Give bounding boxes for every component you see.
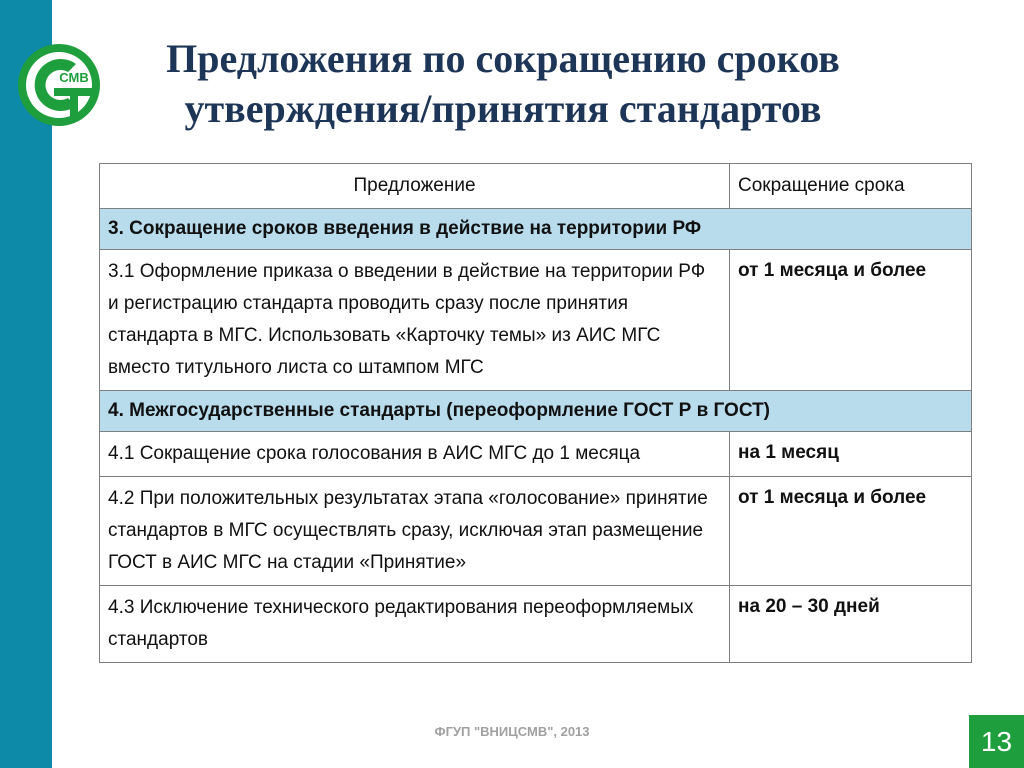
- table-header-row: [100, 164, 972, 209]
- proposal-cell: 4.2 При положительных результатах этапа «голосование» принятие стандартов в МГС осуществлять сразу, исключая этап размещение ГОСТ в АИС МГС на стадии «Принятие»: [100, 477, 730, 586]
- reduction-cell: на 20 – 30 дней: [730, 586, 972, 663]
- svg-text:СМВ: СМВ: [59, 70, 89, 85]
- reduction-cell: от 1 месяца и более: [730, 477, 972, 586]
- slide-title: Предложения по сокращению сроков утверждения/принятия стандартов: [166, 36, 840, 131]
- section-heading: 4. Межгосударственные стандарты (переоформление ГОСТ Р в ГОСТ): [100, 391, 972, 432]
- proposal-cell: 3.1 Оформление приказа о введении в действие на территории РФ и регистрацию стандарта проводить сразу после принятия стандарта в МГС. Использовать «Карточку темы» из АИС МГС вместо титульного листа со штампом МГС: [100, 250, 730, 391]
- proposal-cell: 4.1 Сокращение срока голосования в АИС МГС до 1 месяца: [100, 432, 730, 477]
- table-row: [100, 586, 972, 663]
- header-proposal: Предложение: [100, 164, 730, 209]
- reduction-cell: от 1 месяца и более: [730, 250, 972, 391]
- page-number-badge: 13: [969, 715, 1024, 768]
- table-row: [100, 432, 972, 477]
- section-heading: 3. Сокращение сроков введения в действие на территории РФ: [100, 209, 972, 250]
- reduction-cell: на 1 месяц: [730, 432, 972, 477]
- organization-logo: [16, 42, 102, 128]
- table-row: [100, 250, 972, 391]
- footer-text: ФГУП "ВНИЦСМВ", 2013: [434, 724, 590, 739]
- proposal-cell: 4.3 Исключение технического редактирования переоформляемых стандартов: [100, 586, 730, 663]
- section-row: [100, 391, 972, 432]
- header-reduction: Сокращение срока: [730, 164, 972, 209]
- table-row: [100, 477, 972, 586]
- section-row: [100, 209, 972, 250]
- proposals-table: [99, 163, 971, 663]
